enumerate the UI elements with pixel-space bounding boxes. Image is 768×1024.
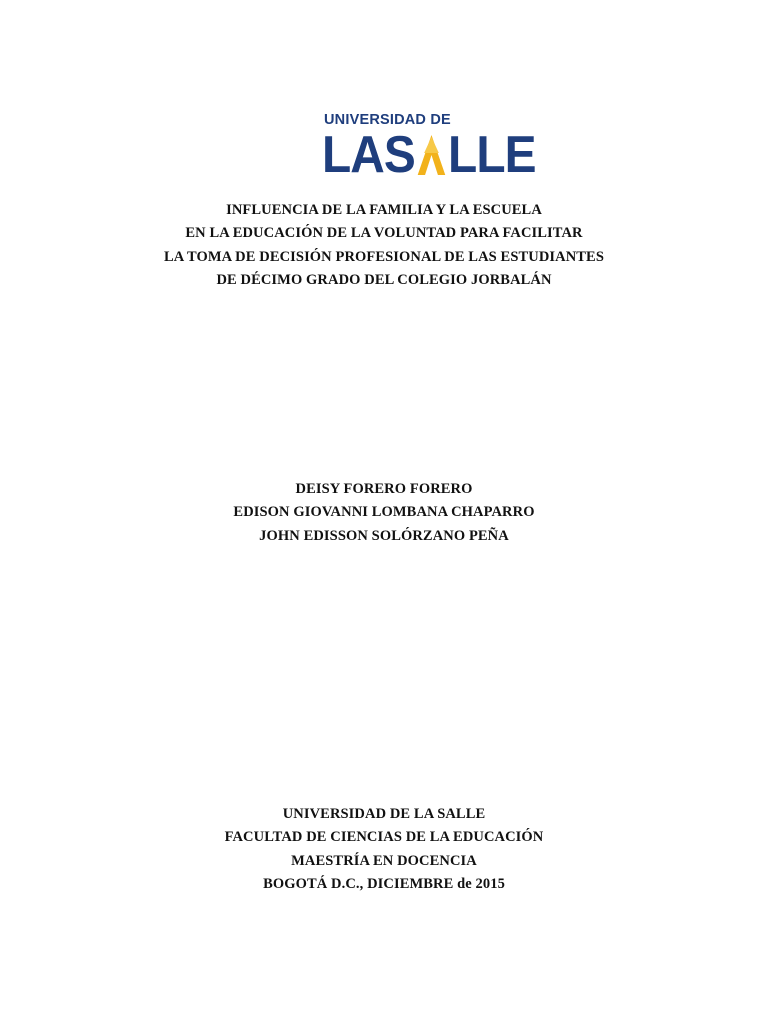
title-line: DE DÉCIMO GRADO DEL COLEGIO JORBALÁN (216, 271, 552, 288)
faculty-name: FACULTAD DE CIENCIAS DE LA EDUCACIÓN (224, 829, 544, 846)
logo-wordmark-left: LAS (322, 126, 415, 184)
author-name: EDISON GIOVANNI LOMBANA CHAPARRO (233, 504, 535, 521)
author-name: JOHN EDISSON SOLÓRZANO PEÑA (259, 527, 509, 544)
program-name: MAESTRÍA EN DOCENCIA (291, 852, 477, 869)
title-line: LA TOMA DE DECISIÓN PROFESIONAL DE LAS ESTUDIANTES (164, 248, 604, 265)
thesis-title (0, 199, 768, 292)
institution-info (0, 803, 768, 896)
logo-star-icon (416, 133, 447, 177)
place-date: BOGOTÁ D.C., DICIEMBRE de 2015 (263, 875, 505, 892)
logo-wordmark (322, 126, 536, 184)
logo-wordmark-right: LLE (448, 126, 536, 184)
authors (0, 478, 768, 548)
university-logo (322, 112, 536, 188)
logo-top-text: UNIVERSIDAD DE (324, 112, 451, 128)
author-name: DEISY FORERO FORERO (295, 481, 473, 497)
title-line: EN LA EDUCACIÓN DE LA VOLUNTAD PARA FACILITAR (185, 225, 583, 242)
title-line: INFLUENCIA DE LA FAMILIA Y LA ESCUELA (226, 202, 542, 218)
institution-name: UNIVERSIDAD DE LA SALLE (282, 806, 486, 822)
